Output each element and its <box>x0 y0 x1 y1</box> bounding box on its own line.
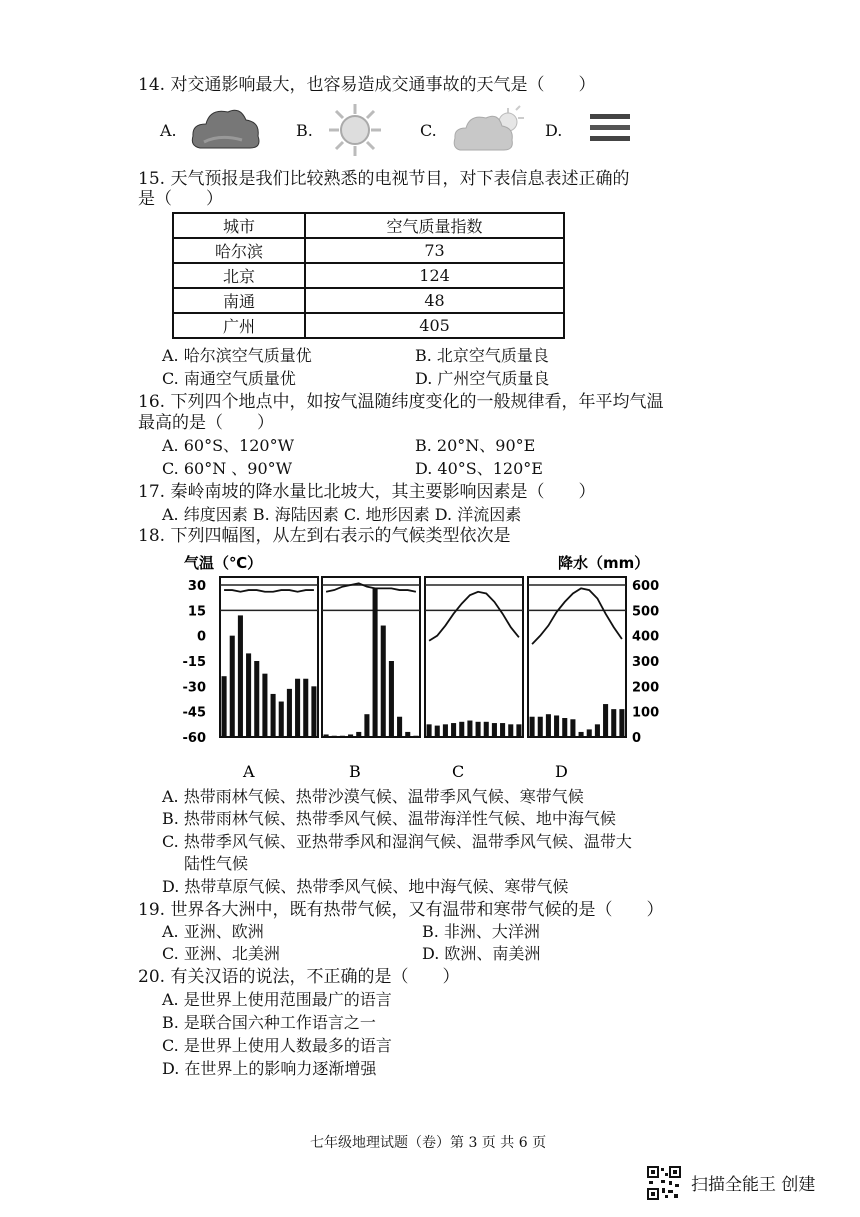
q14-option-b-label: B. <box>296 121 313 140</box>
precip-bar <box>451 723 456 737</box>
precip-bar <box>230 636 235 737</box>
precip-bar <box>508 724 513 737</box>
table-cell-city: 哈尔滨 <box>173 238 305 263</box>
table-row <box>173 238 564 263</box>
precip-bar <box>271 694 276 737</box>
q15-option-c: C. 南通空气质量优 <box>162 369 296 388</box>
precip-bar <box>427 724 432 737</box>
precip-bar <box>562 718 567 737</box>
q16-option-c: C. 60°N 、90°W <box>162 459 293 478</box>
q19-option-d: D. 欧洲、南美洲 <box>422 944 541 963</box>
precip-bar <box>373 588 378 737</box>
q18-option-a: A. 热带雨林气候、热带沙漠气候、温带季风气候、寒带气候 <box>162 787 584 806</box>
table-row <box>173 288 564 313</box>
q19-option-b: B. 非洲、大洋洲 <box>422 922 540 941</box>
question-18-stem: 18. 下列四幅图，从左到右表示的气候类型依次是 <box>138 526 511 546</box>
precip-bar <box>262 674 267 737</box>
temperature-line <box>224 590 314 592</box>
precip-bar <box>603 704 608 737</box>
precip-bar <box>303 679 308 737</box>
table-row <box>173 263 564 288</box>
precip-bar <box>356 732 361 737</box>
table-cell-city: 广州 <box>173 313 305 338</box>
question-14-stem: 14. 对交通影响最大，也容易造成交通事故的天气是（ ） <box>138 75 596 95</box>
precip-bar <box>459 722 464 737</box>
table-cell-city: 南通 <box>173 288 305 313</box>
precip-tick-label: 400 <box>632 629 660 645</box>
table-row <box>173 313 564 338</box>
climate-charts <box>170 550 670 786</box>
table-cell-city: 北京 <box>173 263 305 288</box>
climate-panel-label: A <box>243 762 255 781</box>
precip-tick-label: 100 <box>632 705 660 721</box>
precip-bar <box>311 686 316 737</box>
table-header-row <box>173 213 564 238</box>
q18-option-b: B. 热带雨林气候、热带季风气候、温带海洋性气候、地中海气候 <box>162 809 616 828</box>
table-cell-aqi: 405 <box>305 313 564 338</box>
temperature-line <box>429 592 519 641</box>
partly-cloudy-icon <box>452 104 528 154</box>
precip-bar <box>516 724 521 737</box>
question-19-stem: 19. 世界各大洲中，既有热带气候，又有温带和寒带气候的是（ ） <box>138 900 664 920</box>
question-17-stem: 17. 秦岭南坡的降水量比北坡大，其主要影响因素是（ ） <box>138 482 596 502</box>
sun-icon <box>325 102 385 158</box>
q20-option-d: D. 在世界上的影响力逐渐增强 <box>162 1059 377 1078</box>
precip-bar <box>246 653 251 737</box>
q15-option-a: A. 哈尔滨空气质量优 <box>162 346 312 365</box>
precip-bar <box>476 722 481 737</box>
temp-tick-label: 15 <box>187 604 206 620</box>
precip-bar <box>435 726 440 737</box>
precip-bar <box>619 709 624 737</box>
precip-bar <box>397 717 402 737</box>
precip-bar <box>295 679 300 737</box>
q19-option-a: A. 亚洲、欧洲 <box>162 922 264 941</box>
table-header-city: 城市 <box>173 213 305 238</box>
climate-panel-frame <box>322 577 420 737</box>
q15-option-d: D. 广州空气质量良 <box>415 369 550 388</box>
temp-tick-label: -60 <box>182 731 206 746</box>
precip-bar <box>579 732 584 737</box>
precip-bar <box>500 723 505 737</box>
precip-bar <box>413 736 418 737</box>
temperature-line <box>532 588 622 644</box>
table-cell-aqi: 124 <box>305 263 564 288</box>
q14-option-d-label: D. <box>545 121 563 140</box>
precip-bar <box>554 715 559 737</box>
q16-option-d: D. 40°S、120°E <box>415 459 543 478</box>
precip-bar <box>595 724 600 737</box>
precip-bar <box>611 709 616 737</box>
precip-bar <box>484 722 489 737</box>
q18-option-d: D. 热带草原气候、热带季风气候、地中海气候、寒带气候 <box>162 877 569 896</box>
q20-option-c: C. 是世界上使用人数最多的语言 <box>162 1036 392 1055</box>
precip-tick-label: 600 <box>632 579 660 594</box>
q17-options: A. 纬度因素 B. 海陆因素 C. 地形因素 D. 洋流因素 <box>162 505 522 524</box>
question-15-stem-cont: 是（ ） <box>138 189 223 209</box>
q18-option-c: C. 热带季风气候、亚热带季风和湿润气候、温带季风气候、温带大 <box>162 832 632 851</box>
precip-bar <box>467 721 472 737</box>
q19-option-c: C. 亚洲、北美洲 <box>162 944 280 963</box>
temp-tick-label: 0 <box>196 629 206 645</box>
precip-bar <box>340 736 345 737</box>
right-axis-label: 降水（mm） <box>558 554 650 572</box>
precip-tick-label: 300 <box>632 655 660 670</box>
precip-bar <box>538 717 543 737</box>
q16-option-b: B. 20°N、90°E <box>415 436 536 455</box>
climate-panel-frame <box>425 577 523 737</box>
question-16-stem-cont: 最高的是（ ） <box>138 413 274 433</box>
precip-bar <box>254 661 259 737</box>
precip-bar <box>332 736 337 737</box>
cloud-icon <box>190 104 262 154</box>
q20-option-b: B. 是联合国六种工作语言之一 <box>162 1013 376 1032</box>
precip-bar <box>348 734 353 737</box>
precip-bar <box>530 717 535 737</box>
page-footer: 七年级地理试题（卷）第 3 页 共 6 页 <box>310 1135 547 1151</box>
climate-panel-label: D <box>555 762 568 781</box>
precip-tick-label: 0 <box>632 731 642 746</box>
precip-bar <box>587 729 592 737</box>
qr-code-icon <box>647 1166 681 1200</box>
temp-tick-label: 30 <box>187 579 206 594</box>
q15-option-b: B. 北京空气质量良 <box>415 346 549 365</box>
precip-bar <box>492 723 497 737</box>
precip-bar <box>364 714 369 737</box>
left-axis-label: 气温（℃） <box>184 554 263 572</box>
air-quality-table <box>172 212 565 339</box>
precip-bar <box>389 661 394 737</box>
table-header-aqi: 空气质量指数 <box>305 213 564 238</box>
precip-bar <box>381 626 386 737</box>
q20-option-a: A. 是世界上使用范围最广的语言 <box>162 990 392 1009</box>
temp-tick-label: -45 <box>182 705 206 721</box>
temp-tick-label: -30 <box>182 680 206 696</box>
precip-bar <box>405 732 410 737</box>
precip-bar <box>546 714 551 737</box>
climate-panel-label: C <box>452 762 465 781</box>
scanner-watermark: 扫描全能王 创建 <box>691 1175 816 1195</box>
precip-bar <box>443 724 448 737</box>
question-16-stem: 16. 下列四个地点中，如按气温随纬度变化的一般规律看，年平均气温 <box>138 392 664 412</box>
q16-option-a: A. 60°S、120°W <box>162 436 295 455</box>
precip-bar <box>324 734 329 737</box>
fog-icon <box>588 112 632 144</box>
question-15-stem: 15. 天气预报是我们比较熟悉的电视节目，对下表信息表述正确的 <box>138 169 630 189</box>
q14-option-c-label: C. <box>420 121 437 140</box>
table-cell-aqi: 73 <box>305 238 564 263</box>
q18-option-c-cont: 陆性气候 <box>184 854 249 873</box>
climate-panel-label: B <box>349 762 361 781</box>
table-cell-aqi: 48 <box>305 288 564 313</box>
precip-tick-label: 500 <box>632 604 660 620</box>
precip-bar <box>279 702 284 737</box>
precip-bar <box>570 719 575 737</box>
precip-bar <box>238 615 243 737</box>
temp-tick-label: -15 <box>182 655 206 670</box>
precip-bar <box>287 689 292 737</box>
q14-option-a-label: A. <box>160 121 177 140</box>
precip-bar <box>222 676 227 737</box>
precip-tick-label: 200 <box>632 680 660 696</box>
question-20-stem: 20. 有关汉语的说法，不正确的是（ ） <box>138 967 460 987</box>
